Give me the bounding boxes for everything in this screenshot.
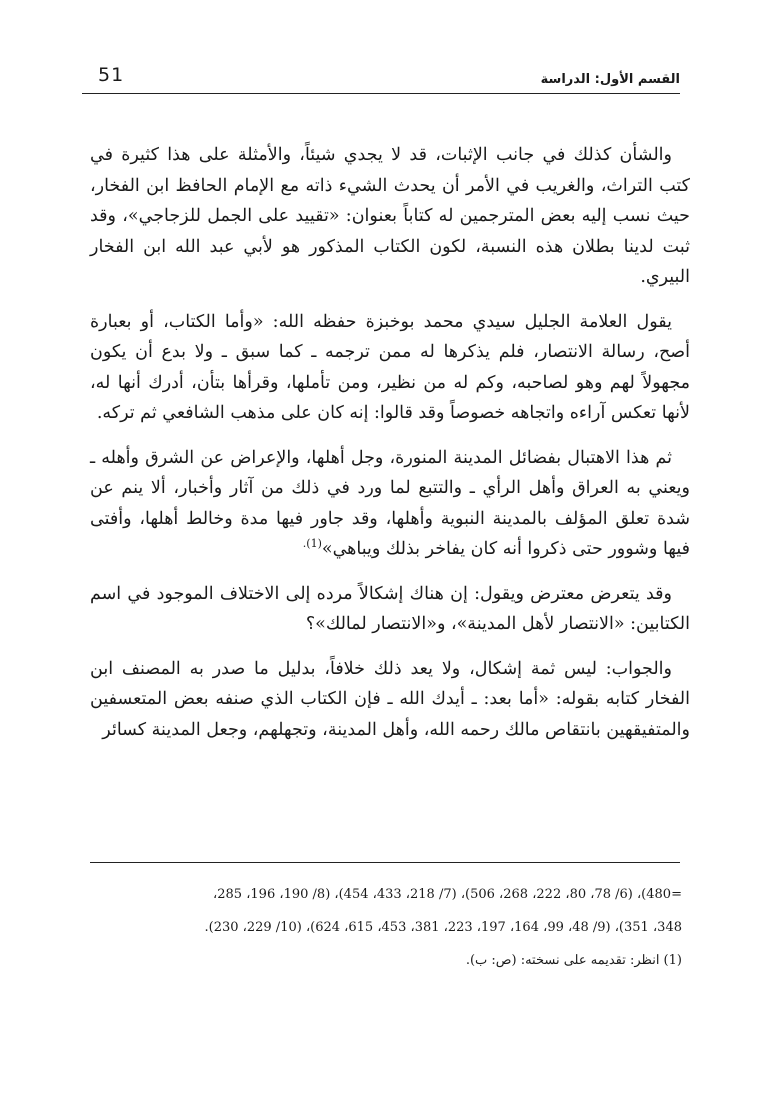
paragraph-2 (90, 307, 690, 429)
running-head: القسم الأول: الدراسة (540, 72, 680, 87)
footnote-separator (90, 862, 680, 863)
paragraph-text: وقد يتعرض معترض ويقول: إن هناك إشكالاً مرده إلى الاختلاف الموجود في اسم الكتابين: «الانتصار لأهل المدينة»، و«الانتصار لمالك»؟ (90, 583, 690, 634)
footnote-continuation-line-2: 348، 351)، (9/ 48، 99، 164، 197، 223، 381، 453، 615، 624)، (10/ 229، 230). (204, 920, 682, 935)
footnote-reference: (1). (302, 537, 322, 551)
paragraph-text: يقول العلامة الجليل سيدي محمد بوخبزة حفظه الله: «وأما الكتاب، أو بعبارة أصح، رسالة الانتصار، فلم يذكرها له ممن ترجمه ـ كما سبق ـ ولا بدع أن يكون مجهولاً لهم وهو لصاحبه، وكم له من نظير، ومن تأملها، وقرأها بتأن، أدرك أنها له، لأنها تعكس آراءه واتجاهه خصوصاً وقد قالوا: إنه كان على مذهب الشافعي ثم تركه. (90, 311, 690, 423)
paragraph-text: والشأن كذلك في جانب الإثبات، قد لا يجدي شيئاً، والأمثلة على هذا كثيرة في كتب التراث، والغريب في الأمر أن يحدث الشيء ذاته مع الإمام الحافظ ابن الفخار، حيث نسب إليه بعض المترجمين له كتاباً بعنوان: «تقييد على الجمل للزجاجي»، وقد ثبت لدينا بطلان هذه النسبة، لكون الكتاب المذكور هو لأبي عبد الله ابن الفخار البيري. (90, 145, 690, 287)
header-rule (82, 93, 680, 94)
paragraph-4 (90, 579, 690, 640)
footnote-continuation-line-1: =480)، (6/ 78، 80، 222، 268، 506)، (7/ 218، 433، 454)، (8/ 190، 196، 285، (213, 887, 682, 902)
paragraph-1 (90, 140, 690, 293)
paragraph-text: والجواب: ليس ثمة إشكال، ولا يعد ذلك خلافاً، بدليل ما صدر به المصنف ابن الفخار كتابه بقوله: «أما بعد: ـ أيدك الله ـ فإن الكتاب الذي صنفه بعض المتعسفين والمتفيقهين بانتقاص مالك رحمه الله، وأهل المدينة، وتجهلهم، وجعل المدينة كسائر (90, 658, 690, 740)
paragraph-5 (90, 654, 690, 746)
main-text (90, 140, 690, 759)
paragraph-3 (90, 443, 690, 565)
page-header (82, 60, 680, 94)
paragraph-text: ثم هذا الاهتبال بفضائل المدينة المنورة، وجل أهلها، والإعراض عن الشرق وأهله ـ ويعني به العراق وأهل الرأي ـ والتتبع لما ورد في ذلك من آثار وأخبار، ألا ينم عن شدة تعلق المؤلف بالمدينة النبوية وأهلها، وقد جاور فيها مدة وخالط أهلها، وأفتى فيها وشوور حتى ذكروا أنه كان يفاخر بذلك ويباهي» (90, 447, 690, 559)
page-number: 51 (98, 64, 125, 86)
footnotes (90, 878, 682, 977)
footnote-1: (1) انظر: تقديمه على نسخته: (ص: ب). (465, 953, 682, 968)
